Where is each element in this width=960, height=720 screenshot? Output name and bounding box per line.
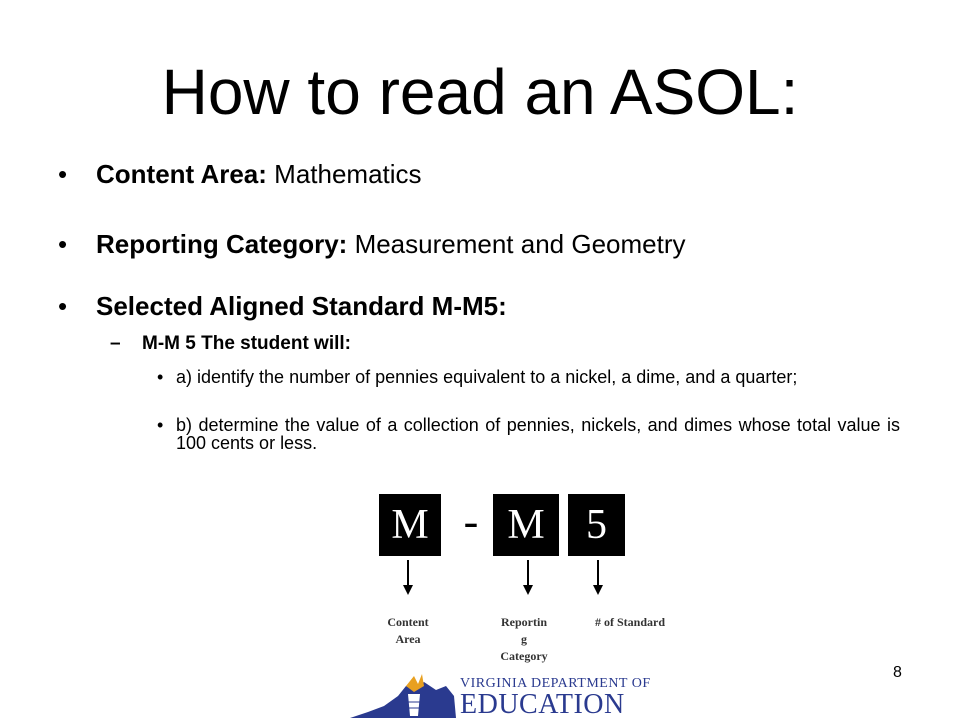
- code-separator: -: [463, 497, 479, 546]
- logo-line-1: VIRGINIA DEPARTMENT OF: [460, 676, 651, 691]
- bullet-dot: •: [58, 229, 68, 259]
- bullet-dot: •: [58, 291, 68, 321]
- content-area-box: M: [379, 494, 441, 556]
- content-area-value: Mathematics: [266, 159, 422, 189]
- logo-line-2: EDUCATION: [460, 689, 625, 720]
- bullet-dot: •: [157, 367, 164, 387]
- sub-bullet-heading: M-M 5 The student will:: [142, 333, 351, 354]
- list-item-text: b) determine the value of a collection of pennies, nickels, and dimes whose total value is 100 cents or less.: [176, 415, 900, 453]
- reporting-category-arrow: [523, 560, 533, 595]
- content-area-caption: Content Area: [387, 615, 429, 646]
- reporting-category-value: Measurement and Geometry: [347, 229, 686, 259]
- virginia-map-icon: [348, 672, 458, 720]
- content-area-arrow: [403, 560, 413, 595]
- bullet-dot: •: [58, 159, 68, 189]
- reporting-category-box: M: [493, 494, 559, 556]
- standard-number-arrow: [593, 560, 603, 595]
- sub-bullet-dash: –: [110, 333, 121, 354]
- vdoe-logo: [348, 672, 651, 720]
- page-number: 8: [893, 664, 902, 681]
- bullet-dot: •: [157, 415, 164, 435]
- content-area-label: Content Area:: [96, 159, 267, 189]
- standard-number-caption: # of Standard: [594, 615, 665, 629]
- list-item-text: a) identify the number of pennies equivalent to a nickel, a dime, and a quarter;: [176, 367, 798, 387]
- reporting-category-label: Reporting Category:: [96, 229, 348, 259]
- slide-title: How to read an ASOL:: [161, 56, 799, 128]
- selected-standard-label: Selected Aligned Standard M-M5:: [96, 291, 507, 321]
- reporting-category-caption: Reportin g Category: [500, 615, 548, 663]
- standard-number-box: 5: [568, 494, 625, 556]
